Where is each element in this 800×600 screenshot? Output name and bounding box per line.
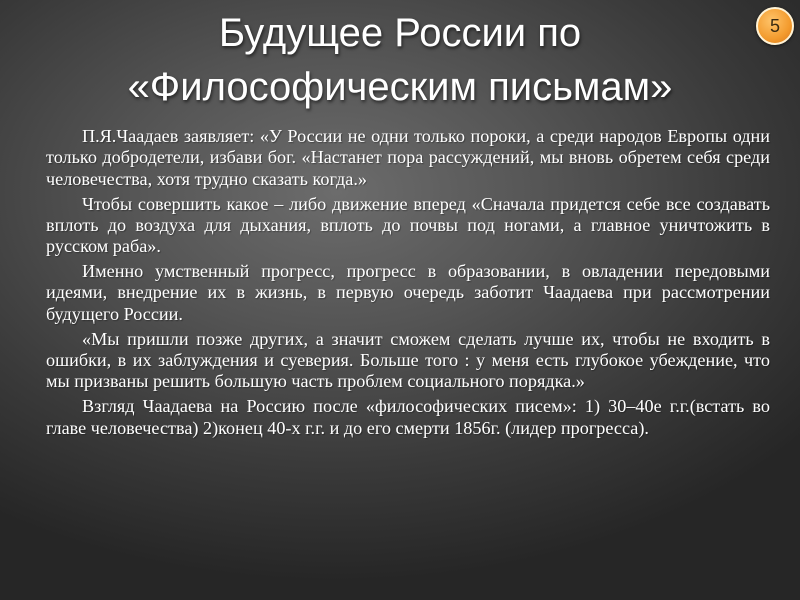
slide-title-line-2: «Философическим письмам» bbox=[127, 65, 673, 109]
slide-title bbox=[0, 6, 800, 114]
paragraph-3: Именно умственный прогресс, прогресс в образовании, в овладении передовыми идеями, внедрение их в жизнь, в первую очередь заботит Чаадаева при рассмотрении будущего России. bbox=[46, 261, 770, 324]
slide-title-line-1: Будущее России по bbox=[218, 11, 582, 55]
paragraph-5: Взгляд Чаадаева на Россию после «философических писем»: 1) 30–40е г.г.(встать во главе человечества) 2)конец 40-х г.г. и до его смерти 1856г. (лидер прогресса). bbox=[46, 396, 770, 438]
paragraph-2: Чтобы совершить какое – либо движение вперед «Сначала придется себе все создавать вплоть до воздуха для дыхания, вплоть до почвы под ногами, а главное уничтожить в русском раба». bbox=[46, 193, 770, 257]
paragraph-1: П.Я.Чаадаев заявляет: «У России не одни только пороки, а среди народов Европы одни только добродетели, избави бог. «Настанет пора рассуждений, мы вновь обретем себя среди человечества, хотя трудно сказать когда.» bbox=[46, 126, 770, 189]
slide-number-badge: 5 bbox=[756, 7, 794, 45]
paragraph-4: «Мы пришли позже других, а значит сможем сделать лучше их, чтобы не входить в ошибки, в их заблуждения и суеверия. Больше того : у меня есть глубокое убеждение, что мы призваны решить большую часть проблем социального порядка.» bbox=[46, 328, 770, 392]
slide-body bbox=[46, 126, 770, 443]
